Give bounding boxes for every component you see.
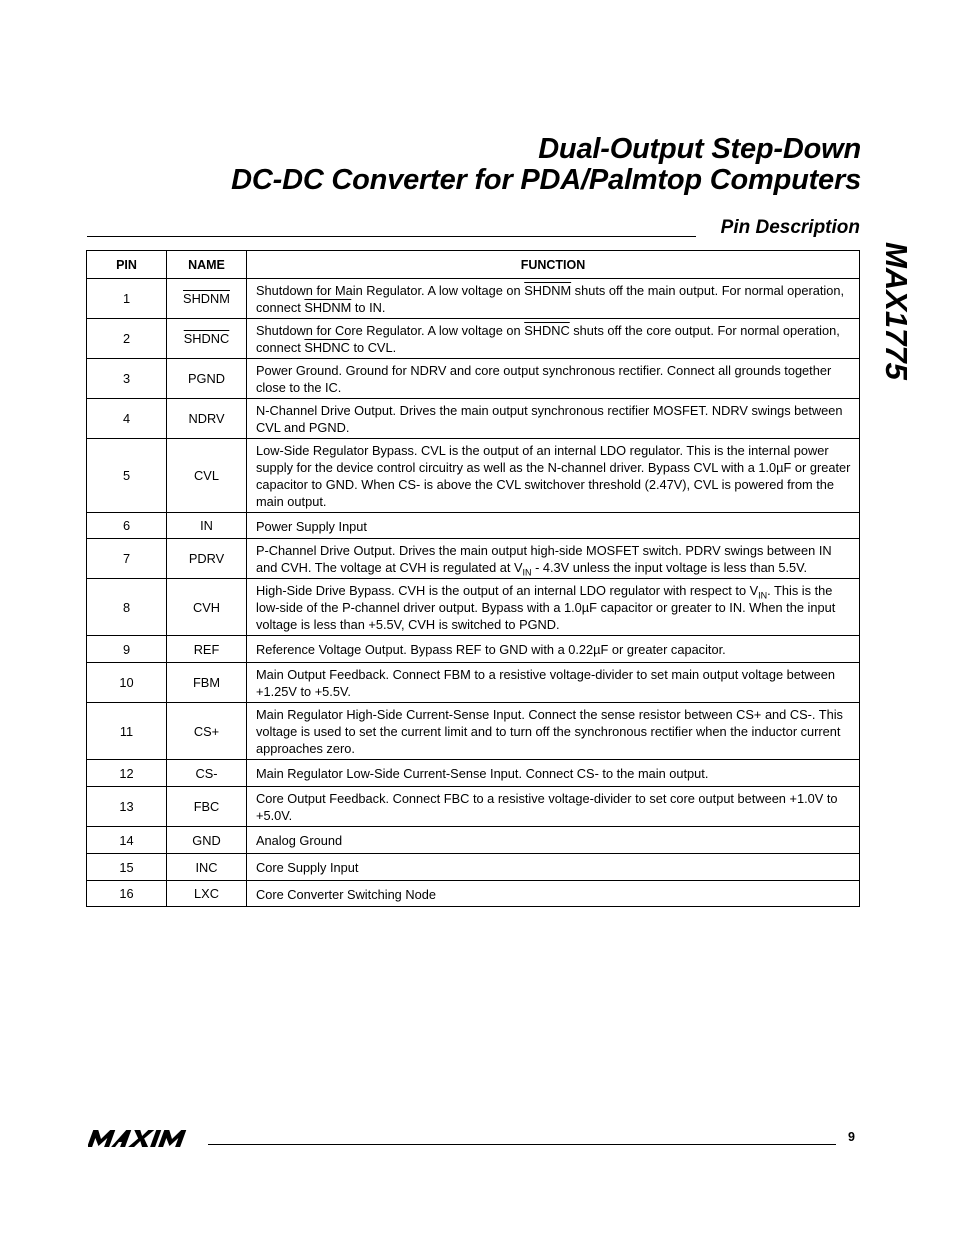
table-row: [87, 703, 860, 760]
section-rule: [87, 236, 696, 237]
overbar-signal-text: SHDNC: [524, 323, 570, 338]
pin-number: 8: [87, 579, 167, 636]
table-header-row: [87, 251, 860, 279]
pin-number: 10: [87, 663, 167, 703]
function-text: to CVL.: [349, 340, 397, 355]
table-row: [87, 579, 860, 636]
title-line-2: DC-DC Converter for PDA/Palmtop Computers: [231, 164, 861, 196]
function-text: Power Supply Input: [256, 518, 367, 534]
pin-name: [167, 827, 247, 854]
pin-function: [247, 319, 860, 359]
table-row: [87, 359, 860, 399]
table-row: [87, 760, 860, 787]
pin-name: [167, 279, 247, 319]
table-row: [87, 279, 860, 319]
pin-name-text: REF: [193, 641, 220, 657]
pin-name: [167, 579, 247, 636]
pin-number: 11: [87, 703, 167, 760]
pin-name-text: CS+: [193, 723, 220, 739]
table-row: [87, 787, 860, 827]
page-number: 9: [848, 1130, 855, 1144]
pin-name-text: SHDNM: [183, 291, 230, 306]
pin-name-text: FBC: [193, 799, 220, 814]
function-text: to IN.: [351, 300, 386, 315]
pin-name-text: CS-: [195, 765, 218, 781]
footer-rule: [208, 1144, 836, 1145]
pin-name: [167, 539, 247, 579]
header-function: FUNCTION: [247, 251, 860, 279]
header-name: NAME: [167, 251, 247, 279]
function-text: Main Output Feedback. Connect FBM to a resistive voltage-divider to set main output voltage between +1.25V to +5.5V.: [256, 667, 836, 699]
subscript-text: IN: [522, 567, 532, 578]
table-row: [87, 539, 860, 579]
overbar-signal-text: SHDNC: [304, 340, 350, 355]
pin-name-text: CVH: [192, 599, 221, 615]
pin-function: [247, 579, 860, 636]
maxim-logo: [88, 1128, 198, 1148]
pin-function: [247, 636, 860, 663]
function-text: Low-Side Regulator Bypass. CVL is the output of an internal LDO regulator. This is the internal power supply for the device control circuitry as well as the N-channel driver. Bypass CVL with a 1.0µF or greater capacitor to GND. When CS- is above the CVL switchover threshold (2.47V), CVL is powered from the main output.: [256, 443, 851, 509]
pin-function: [247, 513, 860, 539]
table-row: [87, 399, 860, 439]
pin-number: 1: [87, 279, 167, 319]
table-body: [87, 279, 860, 907]
function-text: Main Regulator Low-Side Current-Sense Input. Connect CS- to the main output.: [256, 766, 709, 781]
overbar-signal-text: SHDNM: [304, 300, 352, 315]
pin-number: 12: [87, 760, 167, 787]
document-title: [231, 134, 861, 196]
pin-name: [167, 319, 247, 359]
function-text: Shutdown for Main Regulator. A low voltage on: [256, 283, 525, 298]
pin-name: [167, 703, 247, 760]
table-row: [87, 513, 860, 539]
pin-name: [167, 787, 247, 827]
pin-number: 16: [87, 881, 167, 907]
pin-name-text: LXC: [194, 886, 219, 901]
pin-function: [247, 399, 860, 439]
function-text: - 4.3V unless the input voltage is less than 5.5V.: [531, 560, 808, 575]
pin-name: [167, 854, 247, 881]
table-row: [87, 636, 860, 663]
pin-number: 4: [87, 399, 167, 439]
function-text: N-Channel Drive Output. Drives the main output synchronous rectifier MOSFET. NDRV swings between CVL and PGND.: [256, 403, 843, 435]
function-text: High-Side Drive Bypass. CVH is the output of an internal LDO regulator with respect to V: [256, 583, 759, 598]
pin-name-text: INC: [195, 859, 218, 875]
function-text: . This is the low-side of the P-channel driver output. Bypass with a 1.0µF capacitor or greater to IN. When the input voltage is less than +5.5V, CVH is switched to PGND.: [256, 583, 836, 632]
pin-name-text: CVL: [194, 468, 219, 483]
pin-number: 7: [87, 539, 167, 579]
pin-name: [167, 881, 247, 907]
function-text: Power Ground. Ground for NDRV and core output synchronous rectifier. Connect all grounds together close to the IC.: [256, 363, 832, 395]
pin-number: 3: [87, 359, 167, 399]
function-text: P-Channel Drive Output. Drives the main output high-side MOSFET switch. PDRV swings between IN and CVH. The voltage at CVH is regulated at V: [256, 543, 832, 575]
pin-function: [247, 854, 860, 881]
pin-name: [167, 663, 247, 703]
pin-number: 15: [87, 854, 167, 881]
pin-name-text: SHDNC: [183, 331, 230, 346]
pin-number: 14: [87, 827, 167, 854]
pin-function: [247, 760, 860, 787]
overbar-signal-text: SHDNM: [524, 283, 572, 298]
pin-function: [247, 439, 860, 513]
pin-number: 5: [87, 439, 167, 513]
pin-function: [247, 827, 860, 854]
function-text: Reference Voltage Output. Bypass REF to GND with a 0.22µF or greater capacitor.: [256, 642, 726, 657]
pin-name-text: PDRV: [188, 551, 225, 566]
pin-name: [167, 399, 247, 439]
pin-function: [247, 881, 860, 907]
pin-name-text: IN: [200, 518, 213, 533]
pin-name-text: FBM: [192, 675, 220, 690]
pin-function: [247, 279, 860, 319]
pin-number: 2: [87, 319, 167, 359]
function-text: Shutdown for Core Regulator. A low voltage on: [256, 323, 525, 338]
table-row: [87, 881, 860, 907]
subscript-text: IN: [758, 590, 768, 601]
header-pin: PIN: [87, 251, 167, 279]
pin-function: [247, 663, 860, 703]
table-row: [87, 319, 860, 359]
pin-number: 6: [87, 513, 167, 539]
pin-number: 9: [87, 636, 167, 663]
function-text: shuts off the main output. For normal operation, connect: [256, 283, 845, 315]
pin-number: 13: [87, 787, 167, 827]
pin-description-table: [86, 250, 860, 907]
pin-function: [247, 703, 860, 760]
section-title: Pin Description: [720, 217, 860, 238]
function-text: Analog Ground: [256, 833, 343, 848]
function-text: shuts off the core output. For normal operation, connect: [256, 323, 840, 355]
table-row: [87, 439, 860, 513]
pin-function: [247, 359, 860, 399]
table-row: [87, 827, 860, 854]
function-text: Core Output Feedback. Connect FBC to a resistive voltage-divider to set core output between +1.0V to +5.0V.: [256, 791, 838, 823]
pin-name-text: GND: [192, 832, 221, 848]
table-row: [87, 663, 860, 703]
part-number-side-label: MAX1775: [879, 242, 914, 380]
pin-name: [167, 513, 247, 539]
pin-name-text: NDRV: [188, 411, 225, 426]
function-text: Core Supply Input: [256, 860, 359, 875]
pin-name-text: PGND: [188, 371, 225, 386]
pin-name: [167, 760, 247, 787]
pin-name: [167, 636, 247, 663]
pin-name: [167, 359, 247, 399]
pin-function: [247, 539, 860, 579]
table-row: [87, 854, 860, 881]
function-text: Main Regulator High-Side Current-Sense Input. Connect the sense resistor between CS+ and CS-. This voltage is used to set the current limit and to turn off the synchronous rectifier when the inductor current approaches zero.: [256, 707, 843, 756]
function-text: Core Converter Switching Node: [256, 886, 436, 902]
pin-function: [247, 787, 860, 827]
title-line-1: Dual-Output Step-Down: [538, 133, 861, 165]
pin-name: [167, 439, 247, 513]
